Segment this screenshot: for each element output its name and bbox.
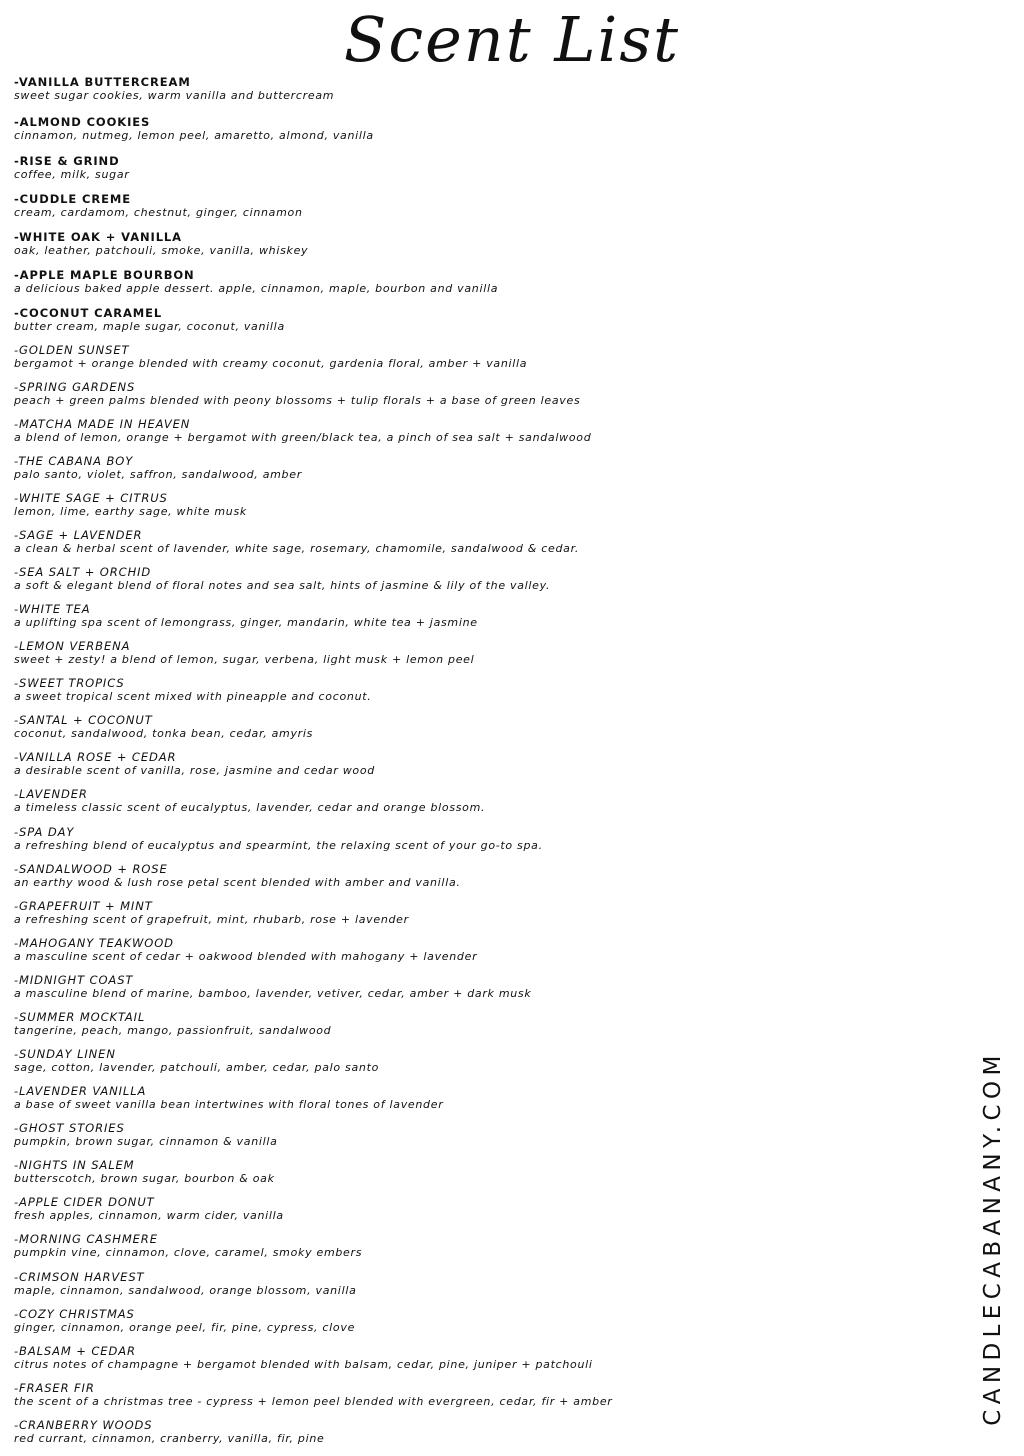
scent-description: ginger, cinnamon, orange peel, fir, pine, cypress, clove: [14, 1321, 356, 1334]
scent-description: lemon, lime, earthy sage, white musk: [14, 505, 247, 518]
scent-description: maple, cinnamon, sandalwood, orange blossom, vanilla: [14, 1284, 357, 1297]
scent-item: [14, 1419, 954, 1449]
scent-description: a base of sweet vanilla bean intertwines with floral tones of lavender: [14, 1098, 444, 1111]
scent-name: -SEA SALT + ORCHID: [14, 565, 152, 579]
scent-description: a soft & elegant blend of floral notes and sea salt, hints of jasmine & lily of the valley.: [14, 579, 551, 592]
scent-description: a clean & herbal scent of lavender, white sage, rosemary, chamomile, sandalwood & cedar.: [14, 542, 580, 555]
scent-name: -APPLE CIDER DONUT: [14, 1195, 155, 1209]
scent-description: red currant, cinnamon, cranberry, vanilla, fir, pine: [14, 1432, 325, 1445]
scent-name: -WHITE OAK + VANILLA: [14, 230, 182, 244]
scent-name: -MIDNIGHT COAST: [14, 973, 134, 987]
scent-item: [14, 492, 954, 522]
scent-description: a masculine blend of marine, bamboo, lavender, vetiver, cedar, amber + dark musk: [14, 987, 532, 1000]
scent-description: coffee, milk, sugar: [14, 168, 130, 181]
scent-item: [14, 1122, 954, 1152]
scent-item: [14, 455, 954, 485]
scent-description: the scent of a christmas tree - cypress + lemon peel blended with evergreen, cedar, fir + amber: [14, 1395, 613, 1408]
scent-name: -CUDDLE CREME: [14, 192, 131, 206]
scent-name: -MATCHA MADE IN HEAVEN: [14, 417, 191, 431]
scent-name: -LEMON VERBENA: [14, 639, 131, 653]
scent-item: [14, 1085, 954, 1115]
scent-name: -BALSAM + CEDAR: [14, 1344, 136, 1358]
scent-description: butterscotch, brown sugar, bourbon & oak: [14, 1172, 275, 1185]
scent-item: [14, 1048, 954, 1078]
scent-name: -VANILLA BUTTERCREAM: [14, 75, 191, 89]
scent-item: [14, 863, 954, 893]
scent-description: a blend of lemon, orange + bergamot with green/black tea, a pinch of sea salt + sandalwood: [14, 431, 592, 444]
scent-description: coconut, sandalwood, tonka bean, cedar, amyris: [14, 727, 314, 740]
scent-description: cinnamon, nutmeg, lemon peel, amaretto, almond, vanilla: [14, 129, 374, 142]
scent-name: -SPA DAY: [14, 825, 75, 839]
scent-name: -SAGE + LAVENDER: [14, 528, 143, 542]
scent-name: -NIGHTS IN SALEM: [14, 1158, 135, 1172]
scent-description: a refreshing scent of grapefruit, mint, rhubarb, rose + lavender: [14, 913, 409, 926]
scent-description: a refreshing blend of eucalyptus and spearmint, the relaxing scent of your go-to spa.: [14, 839, 543, 852]
scent-name: -RISE & GRIND: [14, 154, 120, 168]
scent-item: [14, 381, 954, 411]
scent-item: [14, 714, 954, 744]
scent-description: a desirable scent of vanilla, rose, jasmine and cedar wood: [14, 764, 375, 777]
scent-name: -FRASER FIR: [14, 1381, 95, 1395]
scent-item: [14, 1196, 954, 1226]
scent-description: peach + green palms blended with peony blossoms + tulip florals + a base of green leaves: [14, 394, 581, 407]
scent-item: [14, 76, 954, 106]
scent-description: a sweet tropical scent mixed with pineapple and coconut.: [14, 690, 372, 703]
scent-item: [14, 193, 954, 223]
scent-description: pumpkin vine, cinnamon, clove, caramel, smoky embers: [14, 1246, 363, 1259]
scent-name: -GOLDEN SUNSET: [14, 343, 130, 357]
scent-description: an earthy wood & lush rose petal scent blended with amber and vanilla.: [14, 876, 461, 889]
scent-name: -SANTAL + COCONUT: [14, 713, 153, 727]
scent-name: -WHITE SAGE + CITRUS: [14, 491, 168, 505]
scent-item: [14, 937, 954, 967]
scent-item: [14, 269, 954, 299]
scent-name: -GHOST STORIES: [14, 1121, 125, 1135]
scent-description: sweet sugar cookies, warm vanilla and buttercream: [14, 89, 335, 102]
scent-item: [14, 231, 954, 261]
scent-name: -SWEET TROPICS: [14, 676, 125, 690]
website-url: CANDLECABANANY.COM: [980, 1050, 1006, 1426]
scent-item: [14, 1382, 954, 1412]
scent-description: bergamot + orange blended with creamy coconut, gardenia floral, amber + vanilla: [14, 357, 528, 370]
scent-item: [14, 603, 954, 633]
scent-name: -THE CABANA BOY: [14, 454, 134, 468]
scent-item: [14, 1308, 954, 1338]
scent-name: -CRANBERRY WOODS: [14, 1418, 153, 1432]
scent-description: a uplifting spa scent of lemongrass, ginger, mandarin, white tea + jasmine: [14, 616, 478, 629]
scent-description: tangerine, peach, mango, passionfruit, sandalwood: [14, 1024, 332, 1037]
scent-item: [14, 974, 954, 1004]
scent-description: fresh apples, cinnamon, warm cider, vanilla: [14, 1209, 284, 1222]
scent-item: [14, 826, 954, 856]
scent-item: [14, 640, 954, 670]
scent-item: [14, 307, 954, 337]
scent-item: [14, 116, 954, 146]
scent-item: [14, 418, 954, 448]
scent-item: [14, 344, 954, 374]
scent-name: -LAVENDER VANILLA: [14, 1084, 147, 1098]
scent-item: [14, 1271, 954, 1301]
scent-name: -VANILLA ROSE + CEDAR: [14, 750, 177, 764]
scent-item: [14, 751, 954, 781]
scent-description: a masculine scent of cedar + oakwood blended with mahogany + lavender: [14, 950, 478, 963]
scent-item: [14, 900, 954, 930]
scent-name: -APPLE MAPLE BOURBON: [14, 268, 195, 282]
scent-name: -MAHOGANY TEAKWOOD: [14, 936, 174, 950]
scent-description: pumpkin, brown sugar, cinnamon & vanilla: [14, 1135, 278, 1148]
scent-item: [14, 1345, 954, 1375]
scent-item: [14, 788, 954, 818]
scent-name: -SUMMER MOCKTAIL: [14, 1010, 146, 1024]
scent-description: sage, cotton, lavender, patchouli, amber, cedar, palo santo: [14, 1061, 380, 1074]
scent-name: -CRIMSON HARVEST: [14, 1270, 145, 1284]
scent-item: [14, 1159, 954, 1189]
scent-name: -WHITE TEA: [14, 602, 91, 616]
scent-name: -MORNING CASHMERE: [14, 1232, 158, 1246]
scent-item: [14, 529, 954, 559]
scent-description: oak, leather, patchouli, smoke, vanilla, whiskey: [14, 244, 309, 257]
scent-item: [14, 1233, 954, 1263]
scent-name: -SPRING GARDENS: [14, 380, 136, 394]
scent-name: -SANDALWOOD + ROSE: [14, 862, 168, 876]
scent-description: palo santo, violet, saffron, sandalwood, amber: [14, 468, 302, 481]
scent-name: -COZY CHRISTMAS: [14, 1307, 135, 1321]
scent-description: a timeless classic scent of eucalyptus, lavender, cedar and orange blossom.: [14, 801, 486, 814]
scent-name: -GRAPEFRUIT + MINT: [14, 899, 153, 913]
scent-name: -ALMOND COOKIES: [14, 115, 151, 129]
scent-item: [14, 1011, 954, 1041]
scent-description: a delicious baked apple dessert. apple, cinnamon, maple, bourbon and vanilla: [14, 282, 499, 295]
scent-description: butter cream, maple sugar, coconut, vanilla: [14, 320, 285, 333]
scent-description: sweet + zesty! a blend of lemon, sugar, verbena, light musk + lemon peel: [14, 653, 475, 666]
scent-item: [14, 155, 954, 185]
scent-name: -COCONUT CARAMEL: [14, 306, 163, 320]
scent-item: [14, 677, 954, 707]
scent-description: citrus notes of champagne + bergamot blended with balsam, cedar, pine, juniper + patchouli: [14, 1358, 593, 1371]
page-title: Scent List: [343, 3, 681, 76]
scent-description: cream, cardamom, chestnut, ginger, cinnamon: [14, 206, 303, 219]
scent-name: -LAVENDER: [14, 787, 88, 801]
scent-item: [14, 566, 954, 596]
scent-name: -SUNDAY LINEN: [14, 1047, 116, 1061]
